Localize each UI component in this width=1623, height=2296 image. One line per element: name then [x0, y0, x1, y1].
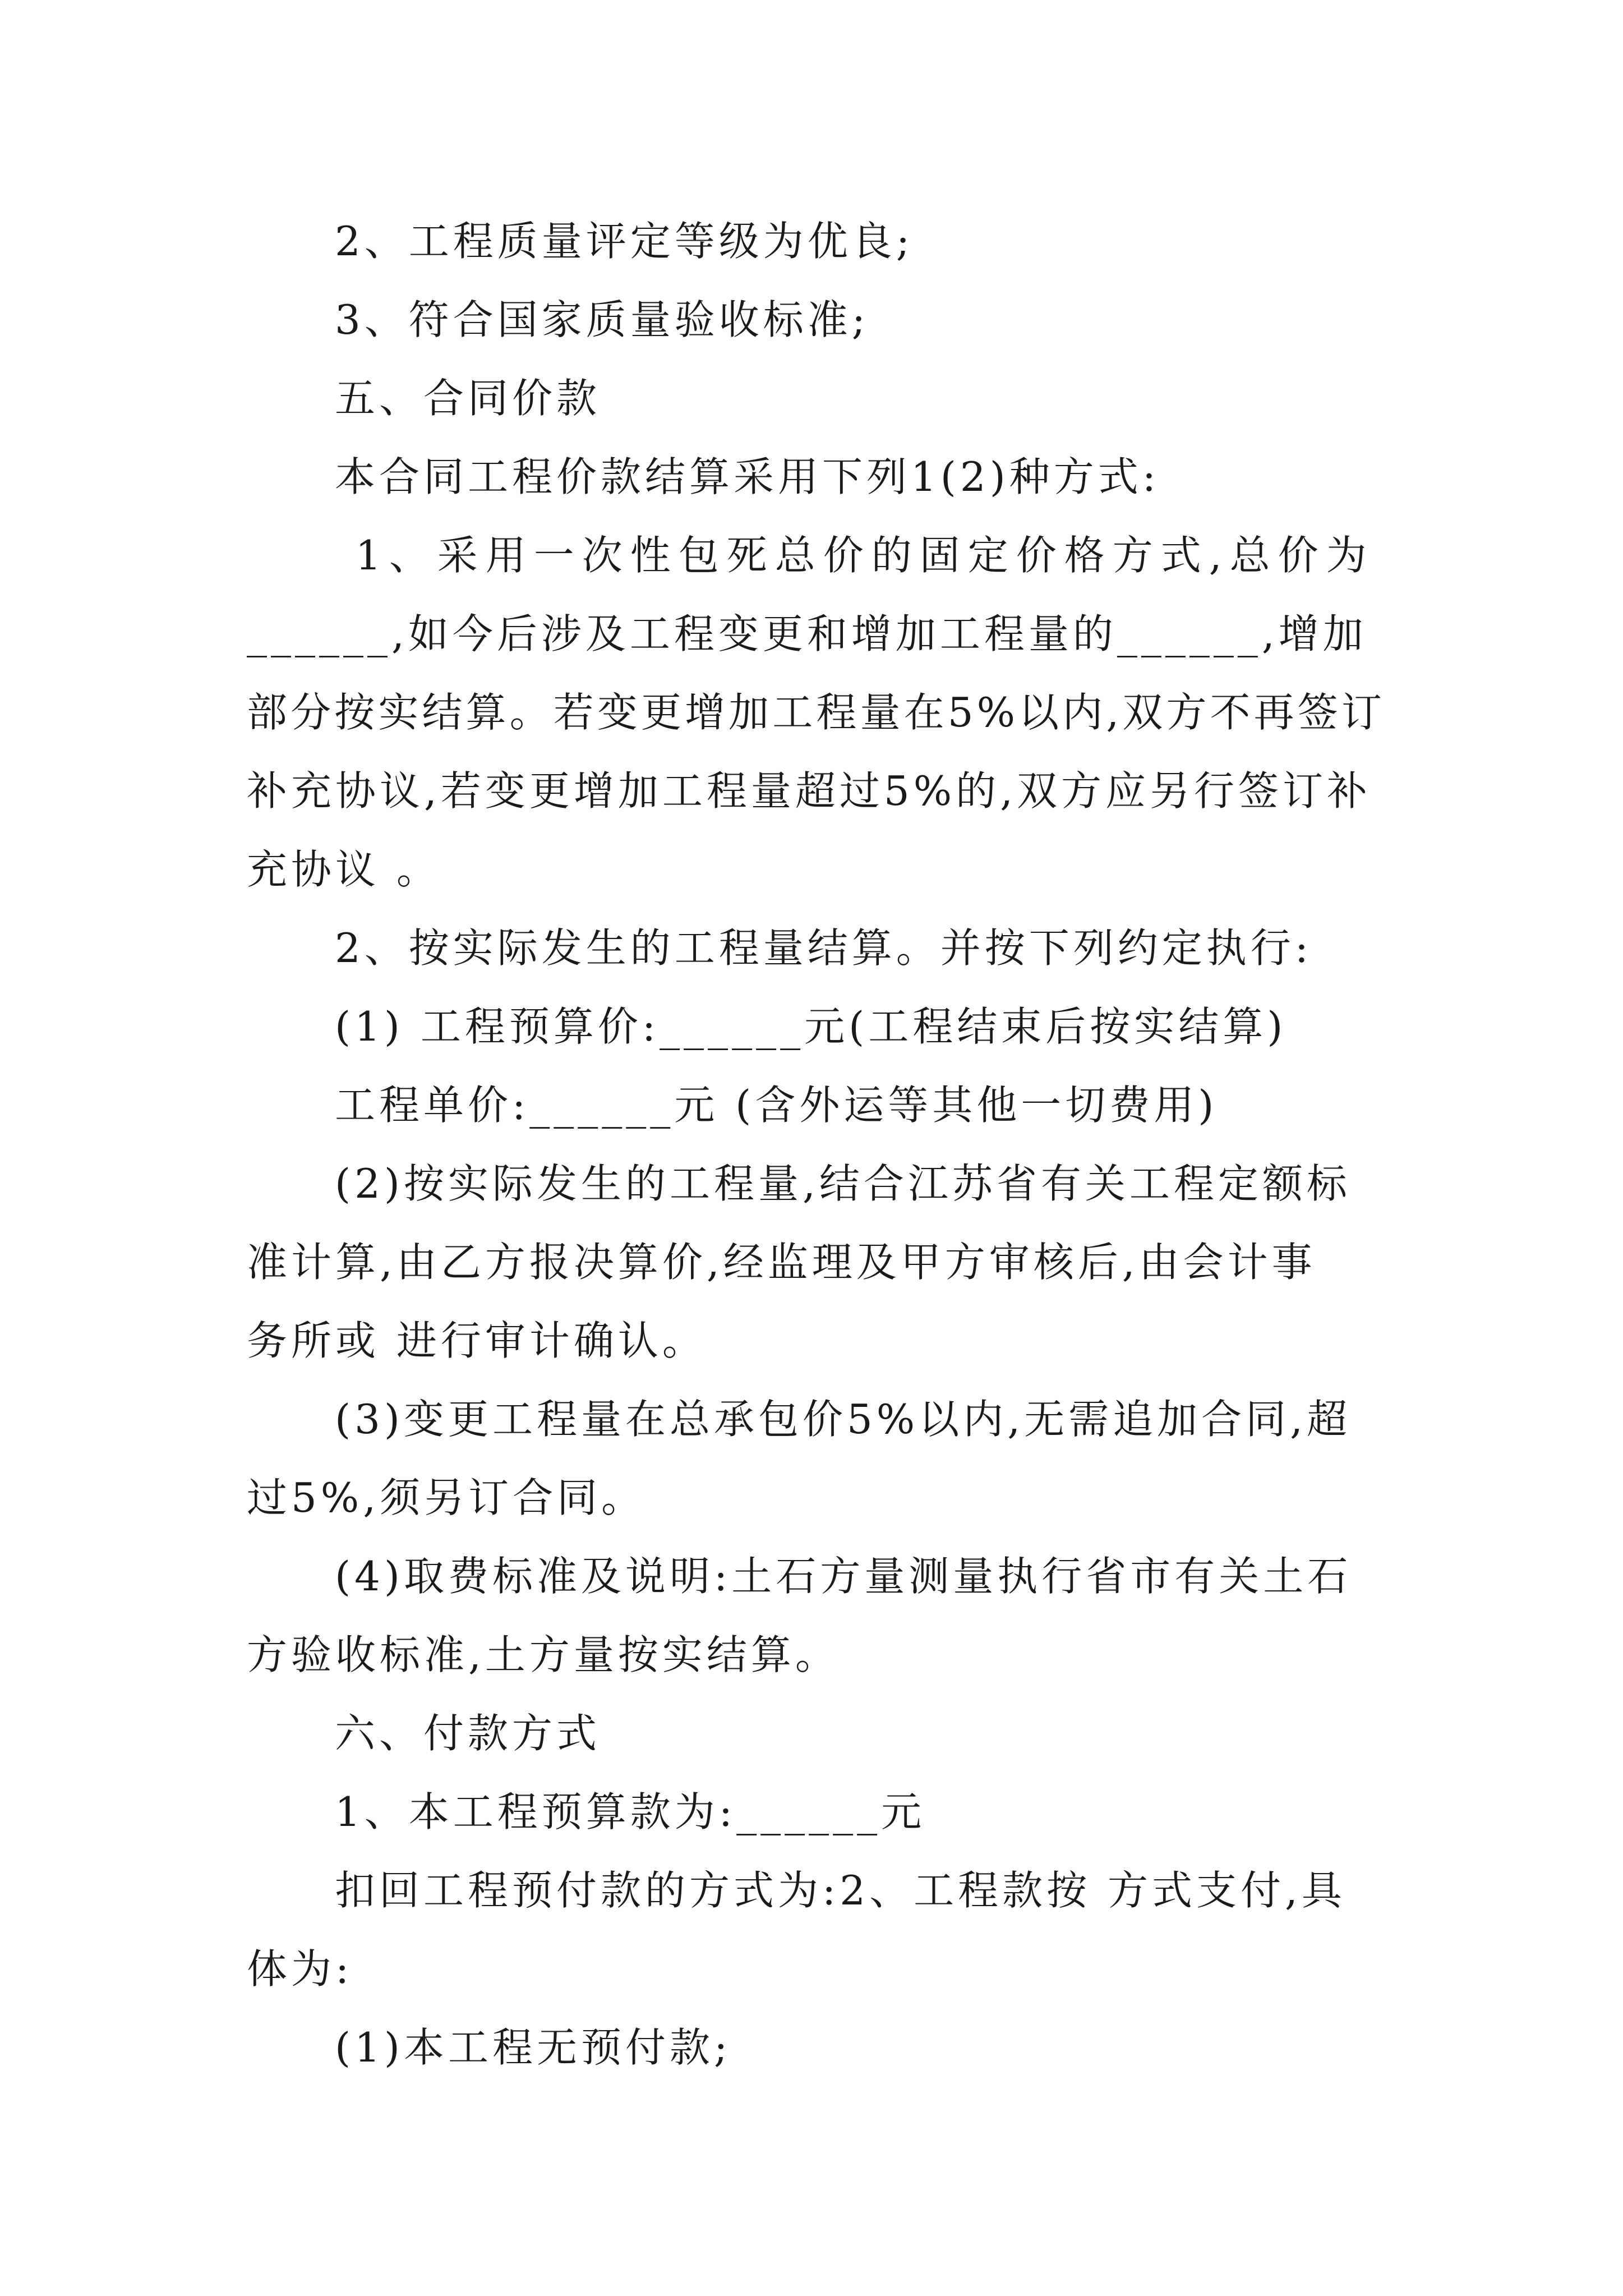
- text-line: 扣回工程预付款的方式为:2、工程款按 方式支付,具: [335, 1867, 1346, 1914]
- text-line: 方验收标准,土方量按实结算。: [247, 1631, 840, 1678]
- text-line: 充协议 。: [247, 846, 441, 893]
- text-line: (2)按实际发生的工程量,结合江苏省有关工程定额标: [335, 1160, 1351, 1207]
- section-heading: 五、合同价款: [335, 375, 601, 422]
- text-line: 部分按实结算。若变更增加工程量在5%以内,双方不再签订: [247, 689, 1385, 736]
- section-heading: 六、付款方式: [335, 1710, 601, 1757]
- text-line: 本合同工程价款结算采用下列1(2)种方式:: [335, 453, 1160, 500]
- text-line: 2、工程质量评定等级为优良;: [335, 218, 914, 265]
- text-line: (1)本工程无预付款;: [335, 2024, 732, 2071]
- text-line: 体为:: [247, 1945, 353, 1993]
- text-line: 工程单价:______元 (含外运等其他一切费用): [335, 1082, 1218, 1129]
- text-line: 务所或 进行审计确认。: [247, 1317, 707, 1364]
- text-line: (4)取费标准及说明:土石方量测量执行省市有关土石: [335, 1553, 1352, 1600]
- text-line: ______,如今后涉及工程变更和增加工程量的______,增加: [247, 610, 1367, 657]
- text-line: 准计算,由乙方报决算价,经监理及甲方审核后,由会计事: [247, 1239, 1316, 1286]
- text-line: (1) 工程预算价:______元(工程结束后按实结算): [335, 1003, 1287, 1050]
- text-line: 1、本工程预算款为:______元: [335, 1788, 926, 1835]
- text-line: 2、按实际发生的工程量结算。并按下列约定执行:: [335, 924, 1313, 972]
- text-line: 1、采用一次性包死总价的固定价格方式,总价为: [335, 532, 1375, 579]
- text-line: (3)变更工程量在总承包价5%以内,无需追加合同,超: [335, 1396, 1351, 1443]
- text-line: 过5%,须另订合同。: [247, 1474, 646, 1521]
- text-line: 补充协议,若变更增加工程量超过5%的,双方应另行签订补: [247, 767, 1371, 815]
- text-line: 3、符合国家质量验收标准;: [335, 296, 870, 343]
